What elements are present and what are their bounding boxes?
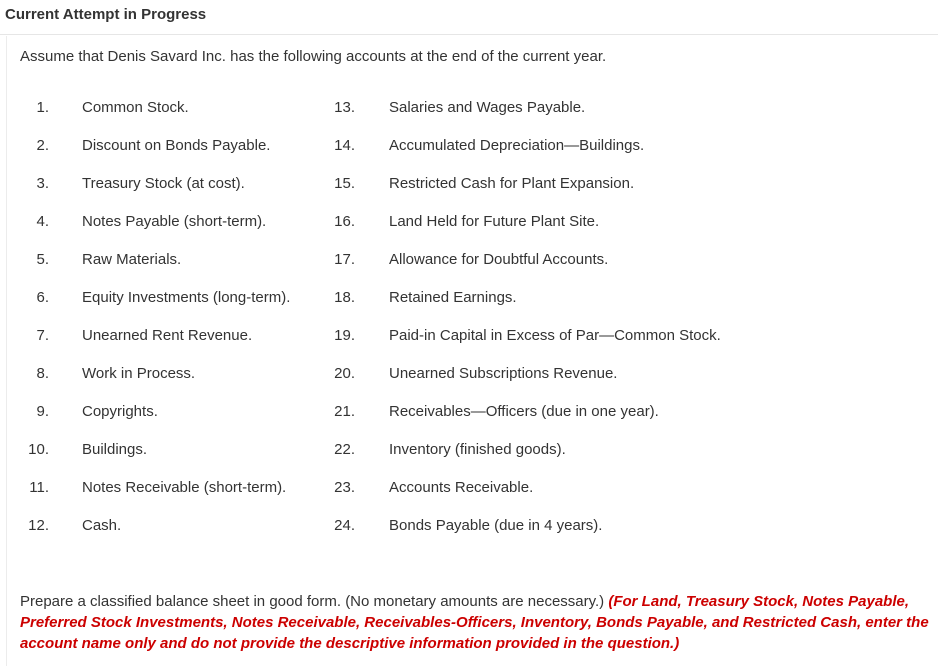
account-number: 24. [334, 517, 355, 534]
account-number: 15. [334, 175, 355, 192]
account-name: Retained Earnings. [389, 289, 517, 306]
account-name: Bonds Payable (due in 4 years). [389, 517, 603, 534]
account-number: 20. [334, 365, 355, 382]
account-number: 9. [36, 403, 49, 420]
account-number: 8. [36, 365, 49, 382]
account-number: 12. [28, 517, 49, 534]
account-name: Salaries and Wages Payable. [389, 99, 586, 116]
account-name: Equity Investments (long-term). [82, 289, 291, 306]
account-name: Buildings. [82, 441, 148, 458]
question-panel [6, 36, 937, 666]
account-row [7, 99, 937, 123]
account-name: Land Held for Future Plant Site. [389, 213, 600, 230]
account-row [7, 289, 937, 313]
account-name: Inventory (finished goods). [389, 441, 566, 458]
account-name: Accumulated Depreciation—Buildings. [389, 137, 645, 154]
account-name: Discount on Bonds Payable. [82, 137, 271, 154]
account-name: Cash. [82, 517, 122, 534]
account-row [7, 441, 937, 465]
account-row [7, 365, 937, 389]
account-name: Notes Payable (short-term). [82, 213, 267, 230]
account-row [7, 213, 937, 237]
question-intro: Assume that Denis Savard Inc. has the following accounts at the end of the current year. [20, 48, 607, 65]
account-number: 5. [36, 251, 49, 268]
header-bar [0, 0, 938, 35]
account-number: 6. [36, 289, 49, 306]
account-name: Common Stock. [82, 99, 189, 116]
account-number: 11. [29, 479, 49, 496]
account-name: Unearned Rent Revenue. [82, 327, 253, 344]
account-number: 3. [36, 175, 49, 192]
account-name: Notes Receivable (short-term). [82, 479, 287, 496]
account-name: Treasury Stock (at cost). [82, 175, 245, 192]
instructions-text [20, 591, 935, 654]
account-number: 13. [334, 99, 355, 116]
account-number: 17. [334, 251, 355, 268]
account-row [7, 137, 937, 161]
account-row [7, 327, 937, 351]
account-row [7, 403, 937, 427]
account-number: 7. [36, 327, 49, 344]
attempt-status-title: Current Attempt in Progress [5, 6, 207, 23]
account-row [7, 251, 937, 275]
account-name: Accounts Receivable. [389, 479, 534, 496]
account-number: 22. [334, 441, 355, 458]
instructions-emphasis: (For Land, Treasury Stock, Notes Payable, Preferred Stock Investments, Notes Receivable, Receivables-Officers, Inventory, Bonds Payable, and Restricted Cash, enter the account name only and do not provide the descriptive information provided in the question.) [20, 593, 929, 652]
account-name: Unearned Subscriptions Revenue. [389, 365, 618, 382]
account-name: Restricted Cash for Plant Expansion. [389, 175, 635, 192]
account-number: 14. [334, 137, 355, 154]
account-number: 10. [28, 441, 49, 458]
account-name: Paid-in Capital in Excess of Par—Common Stock. [389, 327, 721, 344]
account-number: 16. [334, 213, 355, 230]
account-number: 1. [36, 99, 49, 116]
account-row [7, 479, 937, 503]
account-row [7, 175, 937, 199]
account-number: 21. [334, 403, 355, 420]
account-number: 23. [334, 479, 355, 496]
account-number: 19. [334, 327, 355, 344]
account-name: Receivables—Officers (due in one year). [389, 403, 659, 420]
account-number: 18. [334, 289, 355, 306]
account-number: 2. [36, 137, 49, 154]
account-number: 4. [36, 213, 49, 230]
account-row [7, 517, 937, 541]
account-name: Raw Materials. [82, 251, 182, 268]
account-name: Copyrights. [82, 403, 158, 420]
instructions-plain: Prepare a classified balance sheet in good form. (No monetary amounts are necessary.) [20, 593, 605, 610]
account-name: Work in Process. [82, 365, 196, 382]
account-name: Allowance for Doubtful Accounts. [389, 251, 609, 268]
